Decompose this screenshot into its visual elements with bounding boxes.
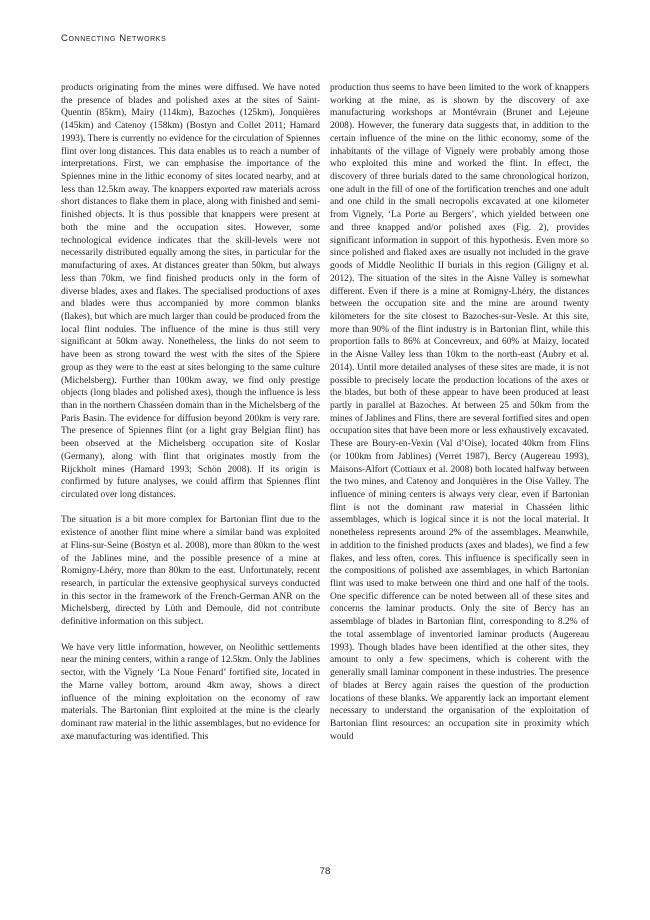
paragraph: production thus seems to have been limited to the work of knappers working at the mine, as is shown by the discovery of axe manufacturing workshops at Montévrain (Brunet and Lejeune 2008). However, the funerary data suggests that, in addition to the certain influence of the mine on the lithic economy, some of the inhabitants of the village of Vignely were probably among those who exploited this mine and worked the flint. In effect, the discovery of three burials dated to the same chronological horizon, one adult in the fill of one of the fortification trenches and one adult and one child in the small necropolis excavated at one kilometer from Vignely, ‘La Porte au Bergers’, which yielded between one and three knapped and/or polished axes (Fig. 2), provides significant information in support of this hypothesis. Even more so since polished and flaked axes are usually not included in the grave goods of Middle Neolithic II burials in this region (Giligny et al. 2012). The situation of the sites in the Aisne Valley is somewhat different. Even if there is a mine at Romigny-Lhéry, the distances between the occupation site and the mine are around twenty kilometers for the site closest to Bazoches-sur-Vesle. At this site, more than 90% of the flint industry is in Bartonian flint, while this proportion falls to 86% at Concevreux, and 60% at Maizy, located in the Aisne Valley less than 10km to the north-east (Aubry et al. 2014). Until more detailed analyses of these sites are made, it is not possible to precisely locate the production locations of the axes or the blades, but both of these appear to have been produced at least partly in parallel at Bazoches. At between 25 and 50km from the mines of Jablines and Flins, there are several fortified sites and open occupation sites that have been more or less exhaustively excavated. These are Boury-en-Vexin (Val d’Oise), located 40km from Flins (or 100km from Jablines) (Verret 1987), Bercy (Augereau 1993), Maisons-Alfort (Cottiaux et al. 2008) both located halfway between the two mines, and Catenoy and Jonquières in the Oise Valley. The influence of mining centers is always very clear, even if Bartonian flint is not the dominant raw material in Chasséen lithic assemblages, which is logical since it is not the local material. It nonetheless represents around 2% of the assemblages. Meanwhile, in addition to the finished products (axes and blades), we find a few flakes, and less often, cores. This influence is specifically seen in the compositions of polished axe assemblages, in which Bartonian flint was used to make between one third and one half of the tools. One specific difference can be noted between all of these sites and concerns the laminar products. Only the site of Bercy has an assemblage of blades in Bartonian flint, corresponding to 8.2% of the total assemblage of inventoried laminar products (Augereau 1993). Though blades have been identified at the other sites, they amount to only a few specimens, which is coherent with the generally small laminar component in these industries. The presence of blades at Bercy again raises the question of the production locations of these blanks. We apparently lack an important element necessary to understand the organisation of the exploitation of Bartonian flint resources: an occupation site in proximity which would — [330, 83, 589, 742]
right-column — [330, 82, 589, 743]
page-number: 78 — [319, 866, 331, 877]
paragraph: products originating from the mines were diffused. We have noted the presence of blades and polished axes at the sites of Saint-Quentin (85km), Mairy (114km), Bazoches (125km), Jonquières (145km) and Catenoy (158km) (Bostyn and Collet 2011; Hamard 1993). There is currently no evidence for the circulation of Spiennes flint over long distances. This data enables us to reach a number of interpretations. First, we can emphasise the importance of the Spiennes mine in the lithic economy of sites located nearby, and at less than 12.5km away. The knappers exported raw materials across short distances to flake them in place, along with finished and semi-finished objects. It is thus possible that knappers were present at both the mine and the occupation sites. However, some technological evidence indicates that the skill-levels were not necessarily distributed equally among the sites, in particular for the manufacturing of axes. At distances greater than 50km, but always less than 70km, we find finished products only in the form of diverse blades, axes and flakes. The specialised productions of axes and blades were thus accompanied by more common blanks (flakes), but which are much larger than could be produced from the local flint nodules. The influence of the mine is thus still very significant at 50km away. Nonetheless, the links do not seem to have been as strong toward the west with the sites of the Spiere group as they were to the east at sites belonging to the same culture (Michelsberg). Further than 100km away, we find only prestige objects (long blades and polished axes), though the influence is less than in the northern Chasséen domain than in the Michelsberg of the Paris Basin. The evidence for diffusion beyond 200km is very rare. The presence of Spiennes flint (or a light gray Belgian flint) has been observed at the Michelsberg occupation site of Koslar (Germany), along with flint that originates mostly from the Rijckholt mines (Hamard 1993; Schön 2008). If its origin is confirmed by future analyses, we could affirm that Spiennes flint circulated over long distances. — [61, 83, 320, 500]
running-title: Connecting Networks — [61, 33, 167, 44]
paragraph: We have very little information, however, on Neolithic settlements near the mining centers, within a range of 12.5km. Only the Jablines sector, with the Vignely ‘La Noue Fenard’ fortified site, located in the Marne valley bottom, around 4km away, shows a direct influence of the mining exploitation on the economy of raw materials. The Bartonian flint exploited at the mine is the clearly dominant raw material in the lithic assemblages, but no evidence for axe manufacturing was identified. This — [61, 642, 320, 742]
paragraph: The situation is a bit more complex for Bartonian flint due to the existence of another flint mine where a similar band was exploited at Flins-sur-Seine (Bostyn et al. 2008), more than 80km to the west of the Jablines mine, and the possible presence of a mine at Romigny-Lhéry, more than 80km to the east. Unfortunately, recent research, in particular the extensive geophysical surveys conducted in this sector in the framework of the French-German ANR on the Michelsberg, directed by Lüth and Demoule, did not contribute definitive information on this subject. — [61, 515, 320, 628]
left-column — [61, 82, 320, 743]
